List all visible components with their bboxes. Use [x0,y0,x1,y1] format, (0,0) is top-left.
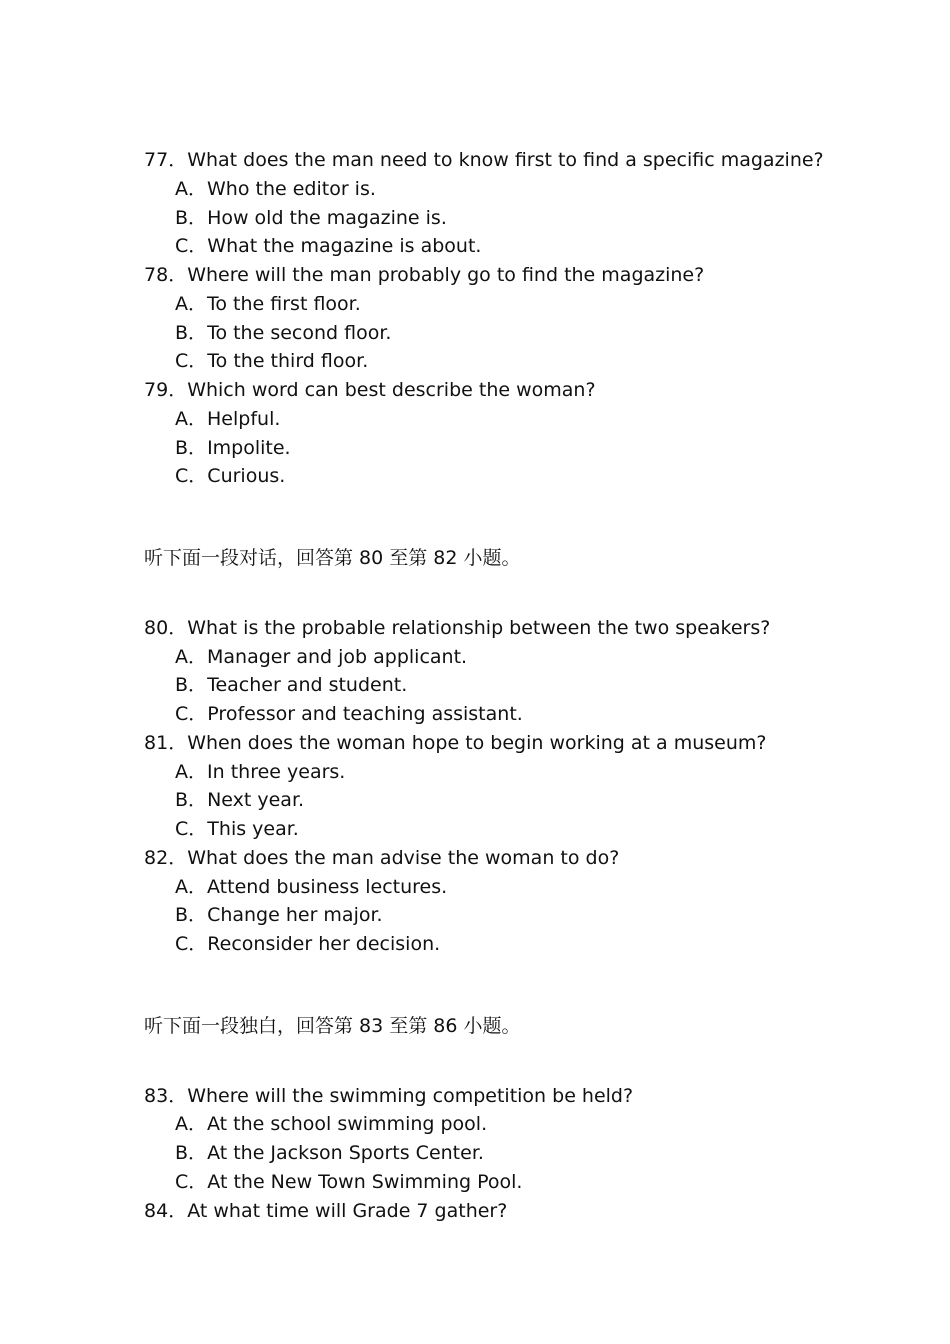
answer-option-c [144,700,864,729]
section-instruction: 听下面一段独白，回答第 83 至第 86 小题。 [144,1014,521,1037]
separator: ． [168,1084,188,1107]
question-stem [144,614,864,643]
separator: ． [188,321,208,344]
option-text: At the Jackson Sports Center. [207,1142,484,1164]
separator: ． [188,350,208,373]
separator: ． [188,1142,208,1164]
option-letter: B [175,206,189,229]
question-78 [144,261,864,376]
answer-option-c [144,232,864,261]
separator: ． [188,1170,208,1193]
option-text: Professor and teaching assistant. [207,703,523,725]
answer-option-c [144,815,864,844]
answer-option-b [144,1139,864,1168]
option-letter: C [175,465,189,488]
separator: ． [188,235,208,258]
question-number: 81 [144,731,169,754]
answer-option-b [144,204,864,233]
option-letter: C [175,235,189,258]
option-letter: B [175,904,189,927]
separator: ． [168,846,188,869]
question-text: Where will the swimming competition be held? [187,1084,634,1107]
separator: ． [168,731,188,754]
question-82 [144,844,864,959]
separator: ． [168,1199,188,1222]
separator: ． [168,616,188,639]
option-letter: A [175,1113,188,1136]
question-84 [144,1197,864,1226]
separator: ． [188,875,208,898]
option-text: At the New Town Swimming Pool. [207,1170,523,1193]
separator: ． [188,674,208,697]
option-text: To the second floor. [207,321,392,344]
option-letter: A [175,760,188,783]
option-letter: B [175,321,189,344]
question-stem [144,1197,864,1226]
answer-option-c [144,347,864,376]
question-77 [144,146,864,261]
question-stem [144,1082,864,1111]
question-stem [144,729,864,758]
separator: ． [168,379,188,401]
option-letter: B [175,789,189,812]
option-text: Curious. [207,465,286,488]
question-stem [144,376,864,405]
option-text: Next year. [207,789,305,812]
separator: ． [188,904,208,927]
question-text: At what time will Grade 7 gather? [187,1199,508,1222]
separator: ． [188,703,208,725]
option-letter: A [175,407,188,430]
question-80 [144,614,864,729]
answer-option-c [144,1168,864,1197]
question-text: What does the man advise the woman to do? [187,846,620,869]
separator: ． [168,264,188,286]
question-text: Which word can best describe the woman? [187,379,596,401]
option-letter: C [175,350,189,373]
option-text: Manager and job applicant. [207,645,468,668]
separator: ． [188,465,208,488]
option-letter: B [175,1142,189,1164]
option-text: In three years. [207,760,346,783]
separator: ． [188,436,208,459]
separator: ． [188,818,208,840]
answer-option-a [144,175,864,204]
answer-option-b [144,901,864,930]
option-letter: B [175,436,189,459]
option-text: To the third floor. [207,350,369,373]
question-number: 83 [144,1084,169,1107]
question-81 [144,729,864,844]
answer-option-c [144,930,864,959]
question-text: What does the man need to know first to find a specific magazine? [187,149,824,171]
separator: ． [188,407,208,430]
option-letter: C [175,818,189,840]
option-text: How old the magazine is. [207,206,447,229]
separator: ． [188,789,208,812]
option-text: This year. [207,818,299,840]
answer-option-b [144,786,864,815]
option-text: Helpful. [207,407,281,430]
separator: ． [188,760,208,783]
answer-option-c [144,462,864,491]
exam-content [144,146,864,1225]
separator: ． [188,1113,208,1136]
separator: ． [188,645,208,668]
answer-option-b [144,434,864,463]
question-stem [144,146,864,175]
question-text: Where will the man probably go to find the magazine? [187,264,705,286]
option-text: Attend business lectures. [207,875,448,898]
option-text: To the first floor. [207,292,361,315]
option-letter: A [175,292,188,315]
option-text: At the school swimming pool. [207,1113,488,1136]
question-stem [144,261,864,290]
option-text: Teacher and student. [207,674,408,697]
option-letter: A [175,177,188,200]
answer-option-a [144,1110,864,1139]
separator: ． [188,292,208,315]
section-instruction: 听下面一段对话，回答第 80 至第 82 小题。 [144,547,521,569]
answer-option-a [144,290,864,319]
question-number: 78 [144,264,169,286]
question-number: 80 [144,616,169,639]
separator: ． [168,149,188,171]
question-number: 84 [144,1199,169,1222]
option-letter: A [175,645,188,668]
answer-option-a [144,405,864,434]
question-text: What is the probable relationship between the two speakers? [187,616,771,639]
question-stem [144,844,864,873]
question-79 [144,376,864,491]
option-letter: C [175,933,189,955]
option-text: Who the editor is. [207,177,376,200]
option-text: Impolite. [207,436,291,459]
option-letter: C [175,703,189,725]
option-text: Change her major. [207,904,383,927]
option-text: Reconsider her decision. [207,933,441,955]
separator: ． [188,177,208,200]
question-text: When does the woman hope to begin working at a museum? [187,731,767,754]
separator: ． [188,933,208,955]
question-number: 79 [144,379,169,401]
option-text: What the magazine is about. [207,235,482,258]
answer-option-a [144,758,864,787]
answer-option-b [144,671,864,700]
question-number: 82 [144,846,169,869]
answer-option-a [144,873,864,902]
separator: ． [188,206,208,229]
option-letter: A [175,875,188,898]
answer-option-a [144,643,864,672]
question-83 [144,1082,864,1197]
question-number: 77 [144,149,169,171]
option-letter: C [175,1170,189,1193]
answer-option-b [144,319,864,348]
option-letter: B [175,674,189,697]
